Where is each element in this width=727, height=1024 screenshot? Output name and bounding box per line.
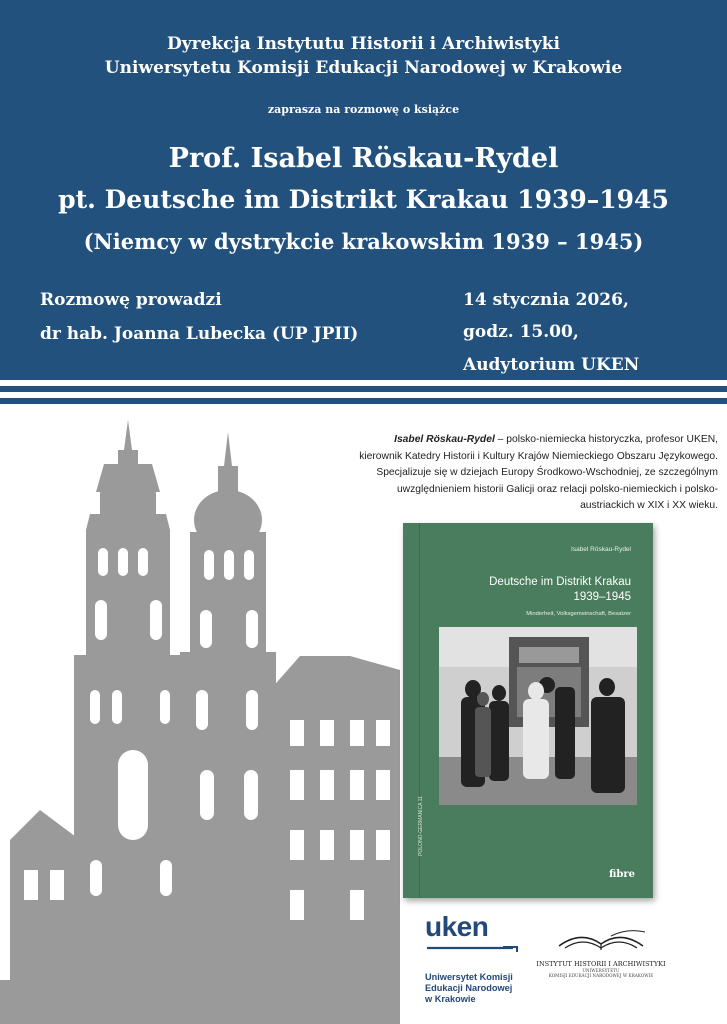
- uken-line-2: Edukacji Narodowej: [425, 983, 513, 993]
- uken-logo-text: [425, 972, 525, 1005]
- header-banner: [0, 0, 727, 380]
- title-author: Prof. Isabel Röskau-Rydel: [168, 143, 559, 174]
- author-bio: [358, 432, 718, 515]
- institute-name: INSTYTUT HISTORII I ARCHIWISTYKI: [536, 960, 666, 968]
- institute-logo: [536, 926, 666, 978]
- book-subtitle: Minderheit, Volksgemeinschaft, Besatzer: [526, 611, 631, 617]
- uken-logo-underline: [425, 946, 521, 956]
- book-series-spine: POLONO-GERMANICA 11: [417, 796, 424, 856]
- uken-wordmark: uken: [425, 911, 489, 942]
- invitation-text: zaprasza na rozmowę o książce: [267, 103, 460, 116]
- book-author: Isabel Röskau-Rydel: [571, 546, 631, 553]
- moderator-label: Rozmowę prowadzi: [40, 290, 222, 310]
- bio-author-name: Isabel Röskau-Rydel: [394, 434, 495, 445]
- uken-line-3: w Krakowie: [425, 994, 476, 1004]
- uken-line-1: Uniwersytet Komisji: [425, 972, 513, 982]
- uken-logo: [425, 913, 525, 1005]
- organizer-line-1: Dyrekcja Instytutu Historii i Archiwistyki: [167, 34, 560, 54]
- title-translation: (Niemcy w dystrykcie krakowskim 1939 – 1945): [83, 229, 644, 254]
- title-book: pt. Deutsche im Distrikt Krakau 1939–1945: [58, 185, 669, 214]
- event-date: 14 stycznia 2026,: [463, 290, 629, 310]
- book-publisher: fibre: [609, 869, 635, 880]
- organizer-line-2: Uniwersytetu Komisji Edukacji Narodowej w Krakowie: [104, 58, 623, 78]
- book-title-line-2: 1939–1945: [573, 591, 631, 603]
- st-marys-basilica-illustration: [0, 420, 400, 1024]
- book-cover-photo: [439, 627, 637, 805]
- event-place: Audytorium UKEN: [463, 355, 640, 375]
- event-time: godz. 15.00,: [463, 322, 579, 342]
- bio-text: – polsko-niemiecka historyczka, profesor UKEN, kierownik Katedry Historii i Kultury Krajów Niemieckiego Obszaru Językowego. Specjalizuje się w dziejach Europy Środkowo-Wschodniej, ze szczególnym uwzględnieniem historii Galicji oraz relacji polsko-niemieckich i polsko-austriackich w XIX i XX wieku.: [359, 434, 718, 512]
- book-cover: [403, 523, 653, 898]
- divider-stripe: [0, 398, 727, 404]
- book-title-line-1: Deutsche im Distrikt Krakau: [489, 576, 631, 588]
- divider-stripe: [0, 386, 727, 392]
- open-book-icon: [551, 926, 651, 952]
- institute-sub-1: UNIWERSYTETU: [582, 968, 620, 973]
- moderator-name: dr hab. Joanna Lubecka (UP JPII): [40, 324, 359, 344]
- institute-sub-2: KOMISJI EDUKACJI NARODOWEJ W KRAKOWIE: [548, 973, 654, 978]
